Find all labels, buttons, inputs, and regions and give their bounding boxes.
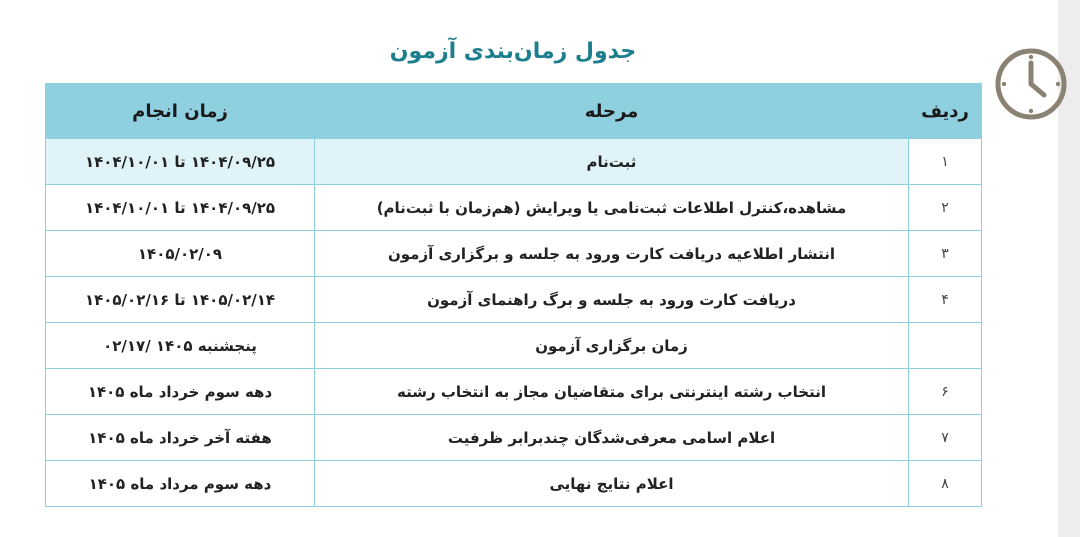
row-stage: اعلام اسامی معرفی‌شدگان چندبرابر ظرفیت xyxy=(315,415,909,461)
row-number: ۳ xyxy=(909,231,982,277)
header-stage: مرحله xyxy=(315,84,909,139)
row-number: ۴ xyxy=(909,277,982,323)
row-stage: ثبت‌نام xyxy=(315,139,909,185)
header-time: زمان انجام xyxy=(46,84,315,139)
row-time: دهه سوم مرداد ماه ۱۴۰۵ xyxy=(46,461,315,507)
row-number xyxy=(909,323,982,369)
row-time: ۱۴۰۵/۰۲/۰۹ xyxy=(46,231,315,277)
row-time: ۱۴۰۴/۰۹/۲۵ تا ۱۴۰۴/۱۰/۰۱ xyxy=(46,185,315,231)
row-stage: مشاهده،کنترل اطلاعات ثبت‌نامی یا ویرایش (هم‌زمان با ثبت‌نام) xyxy=(315,185,909,231)
row-number: ۷ xyxy=(909,415,982,461)
row-stage: انتشار اطلاعیه دریافت کارت ورود به جلسه و برگزاری آزمون xyxy=(315,231,909,277)
row-time: ۱۴۰۴/۰۹/۲۵ تا ۱۴۰۴/۱۰/۰۱ xyxy=(46,139,315,185)
schedule-table xyxy=(45,83,982,507)
row-number: ۱ xyxy=(909,139,982,185)
table-row xyxy=(46,415,982,461)
table-row xyxy=(46,277,982,323)
header-row-number: ردیف xyxy=(909,84,982,139)
table-row xyxy=(46,231,982,277)
page-title: جدول زمان‌بندی آزمون xyxy=(389,39,637,64)
row-stage: انتخاب رشته اینترنتی برای متقاضیان مجاز به انتخاب رشته xyxy=(315,369,909,415)
table-row xyxy=(46,139,982,185)
table-row xyxy=(46,461,982,507)
row-number: ۶ xyxy=(909,369,982,415)
row-time: ۱۴۰۵/۰۲/۱۴ تا ۱۴۰۵/۰۲/۱۶ xyxy=(46,277,315,323)
table-row xyxy=(46,323,982,369)
row-number: ۸ xyxy=(909,461,982,507)
row-number: ۲ xyxy=(909,185,982,231)
table-row xyxy=(46,185,982,231)
row-time: پنجشنبه ۱۴۰۵ /۰۲/۱۷ xyxy=(46,323,315,369)
row-stage: دریافت کارت ورود به جلسه و برگ راهنمای آزمون xyxy=(315,277,909,323)
clock-icon xyxy=(993,46,1069,122)
table-header-row xyxy=(46,84,982,139)
table-row xyxy=(46,369,982,415)
row-time: هفته آخر خرداد ماه ۱۴۰۵ xyxy=(46,415,315,461)
row-stage: زمان برگزاری آزمون xyxy=(315,323,909,369)
row-stage: اعلام نتایج نهایی xyxy=(315,461,909,507)
row-time: دهه سوم خرداد ماه ۱۴۰۵ xyxy=(46,369,315,415)
